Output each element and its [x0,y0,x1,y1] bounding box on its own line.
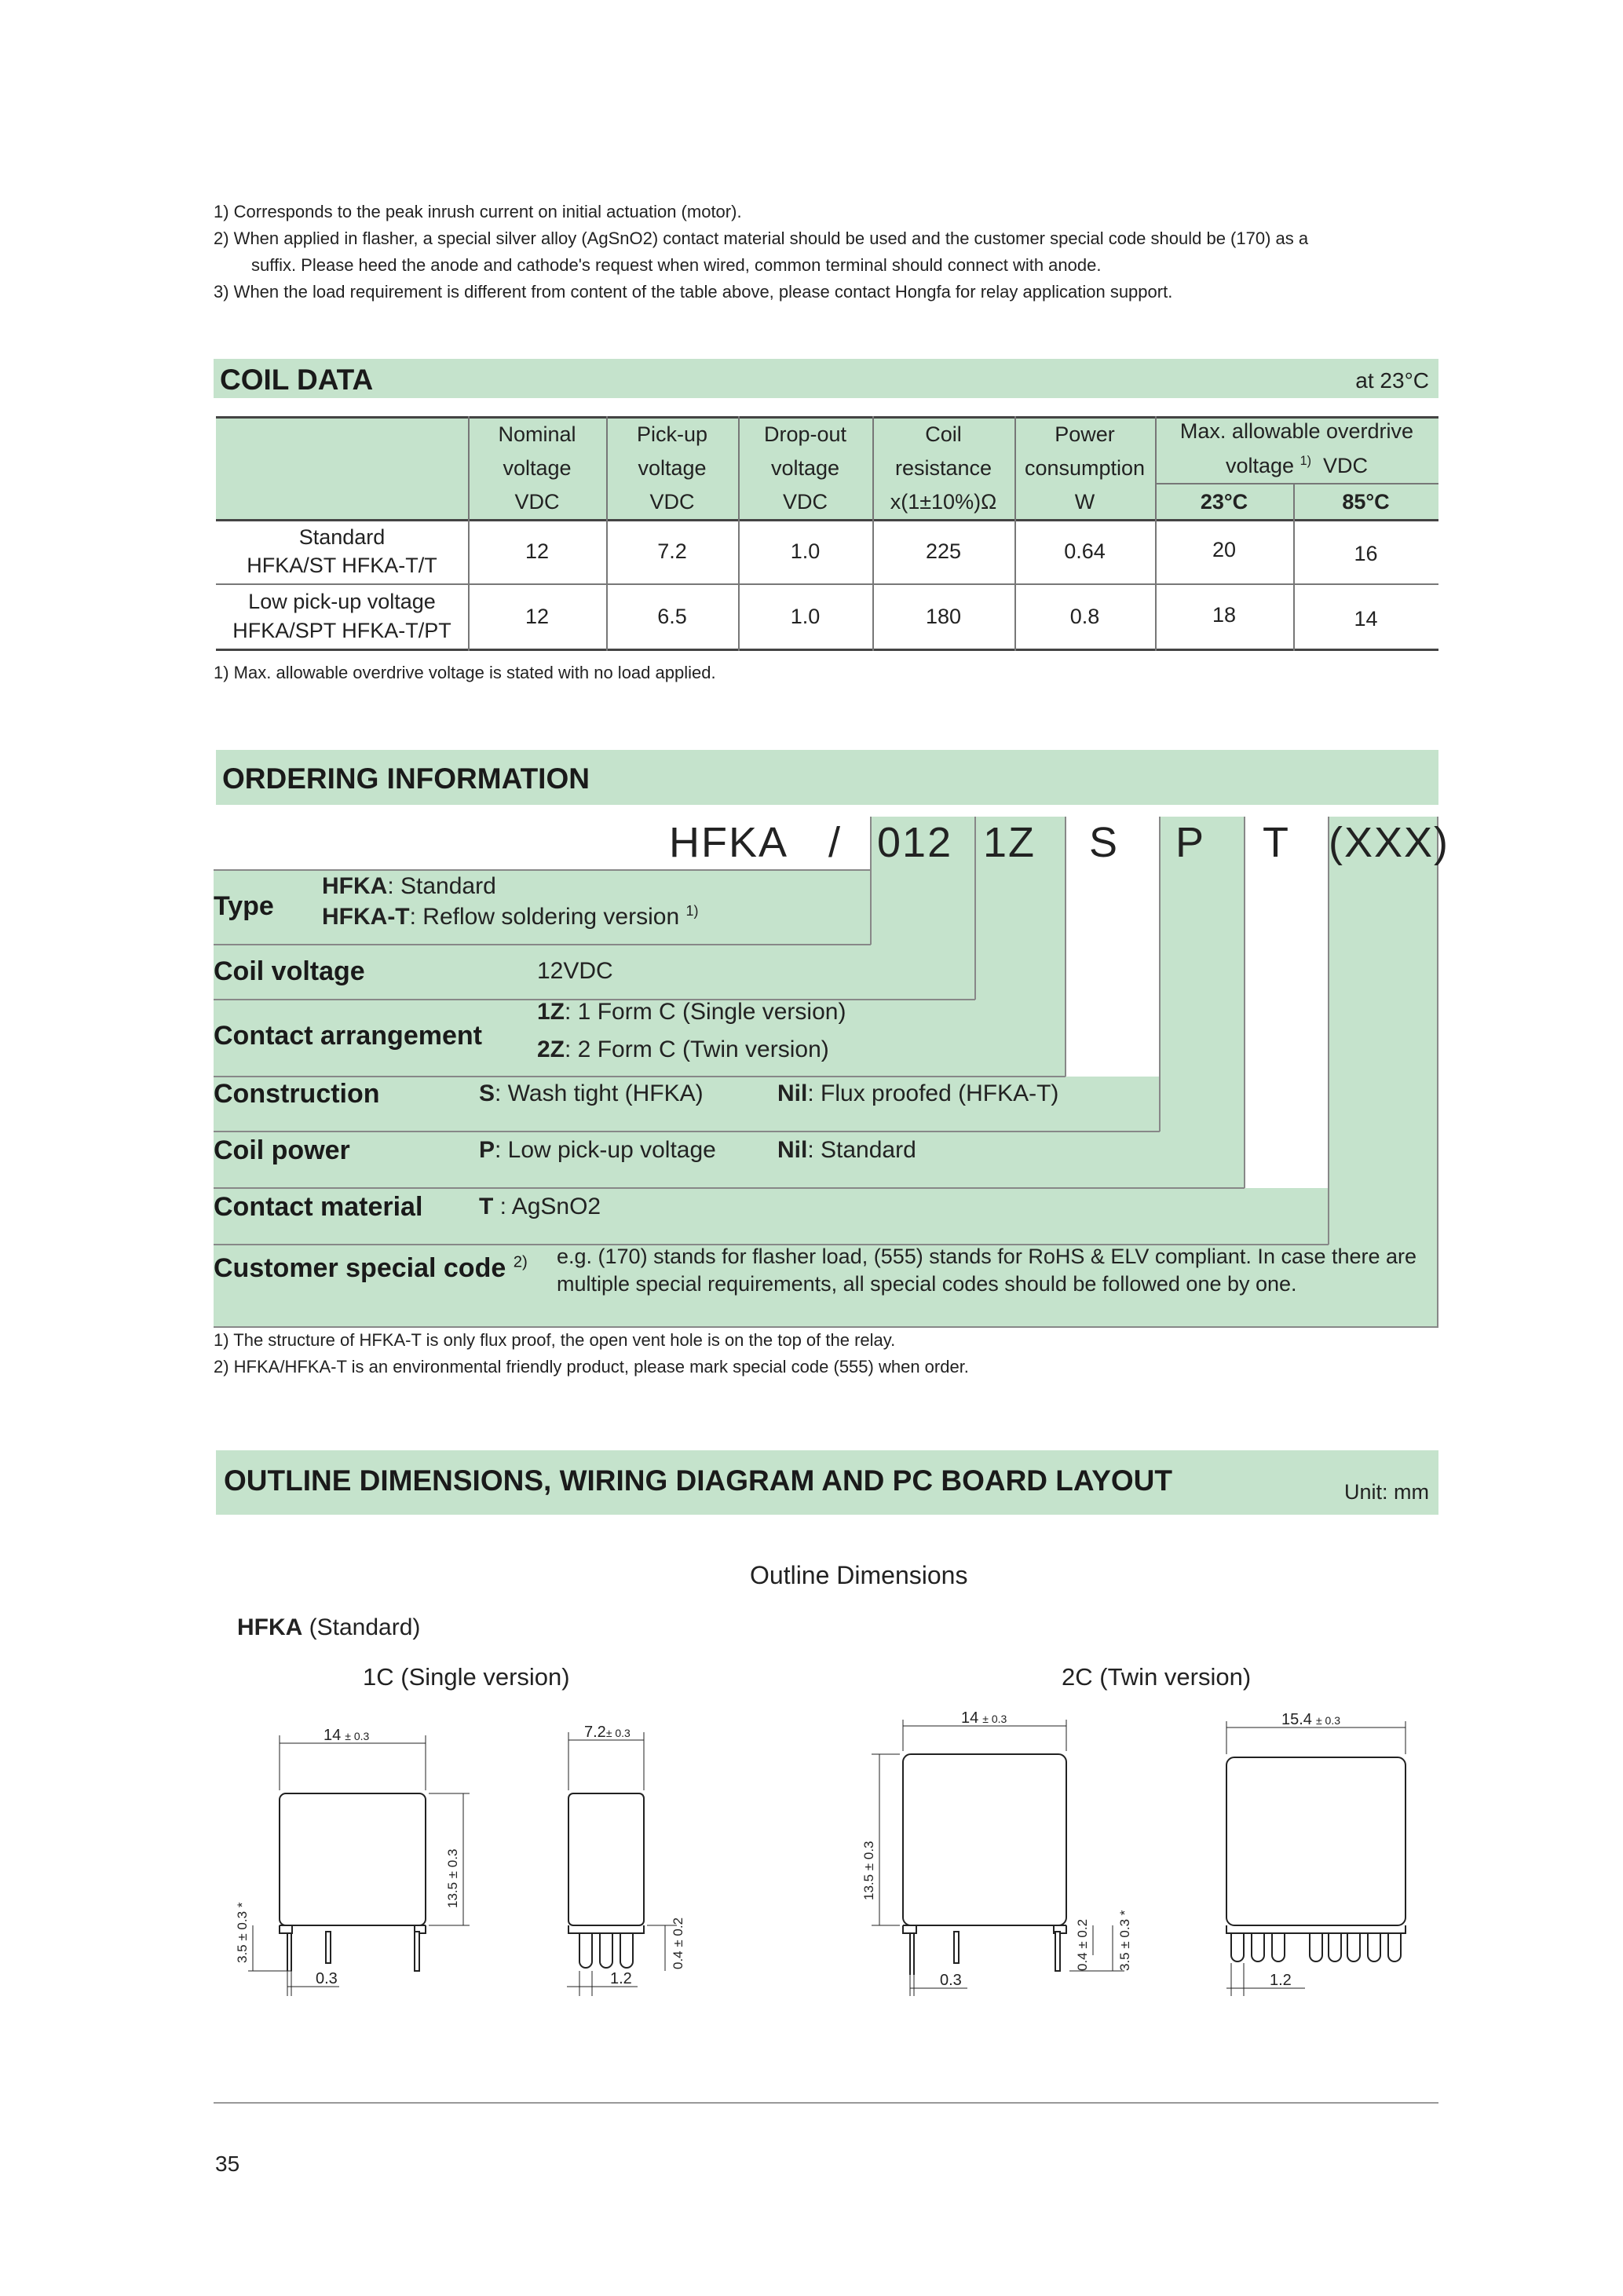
order-construction-1 [479,1080,704,1107]
row-lowpickup-pickup: 6.5 [657,605,687,628]
twin-side-pin-2 [1252,1933,1264,1961]
row-standard-pickup: 7.2 [657,539,687,563]
coil-table-bottom-line [216,649,1438,651]
order-power-label: Coil power [214,1135,350,1165]
order-coil-value: 12VDC [537,958,613,984]
order-construction-2 [777,1080,1058,1107]
order-material-label: Contact material [214,1192,423,1222]
single-side-base [568,1925,644,1933]
order-power-1 [479,1137,716,1164]
row-lowpickup-name-2: HFKA/SPT HFKA-T/PT [232,619,451,642]
note-2: 2) When applied in flasher, a special silver alloy (AgSnO2) contact material should be used and the customer special code should be (170) as a [214,229,1309,248]
hdr-pickup-1: Pick-up [636,422,708,446]
outline-single-label: 1C (Single version) [363,1663,570,1691]
dim-twin-width: 14 ± 0.3 [961,1709,1007,1727]
twin-side-pin-5 [1368,1933,1380,1961]
code-t: T [1263,819,1290,866]
order-power-1-text: : Low pick-up voltage [495,1137,716,1163]
order-contact-2 [537,1036,829,1063]
twin-side-pin-8 [1329,1933,1341,1961]
hdr-23c: 23°C [1200,490,1248,514]
twin-front-body [903,1754,1066,1925]
order-construction-s: S [479,1080,495,1106]
code-xxx: (XXX) [1329,819,1450,866]
twin-side-pin-7 [1310,1933,1322,1961]
single-side-pin-3 [620,1933,633,1968]
code-hfka: HFKA [669,819,789,866]
hdr-dropout [738,418,872,519]
order-line-power [214,1187,1245,1189]
single-side-view [567,1732,677,1996]
outline-subtitle: Outline Dimensions [750,1561,968,1589]
hdr-overdrive-sup: 1) [1299,454,1311,468]
order-type-line2 [322,903,699,930]
row-standard-power: 0.64 [1064,539,1106,563]
order-footnote-2: 2) HFKA/HFKA-T is an environmental friendly product, please mark special code (555) when order. [214,1357,969,1377]
coil-table-header-line [216,519,1438,521]
hdr-pickup-2: voltage [638,456,707,480]
twin-side-body [1226,1757,1406,1925]
order-construction-1-text: : Wash tight (HFKA) [495,1080,704,1106]
hdr-overdrive [1155,416,1438,481]
hdr-overdrive-1: Max. allowable overdrive [1179,419,1414,443]
order-col-special [1329,817,1438,1245]
single-front-view [248,1735,470,1996]
dim-twin-thick: 0.4 ± 0.2 [1075,1918,1090,1971]
hdr-dropout-1: Drop-out [763,422,847,446]
outline-twin-label: 2C (Twin version) [1062,1663,1252,1691]
twin-side-pin-1 [1231,1933,1244,1961]
hdr-power-1: Power [1055,422,1115,446]
row-standard-85c: 16 [1354,542,1378,565]
order-type-standard: : Standard [387,873,496,899]
row-standard-name-1: Standard [298,525,386,549]
order-type-label: Type [214,891,274,921]
footer-rule [214,2102,1438,2104]
row-lowpickup-23c: 18 [1212,603,1237,627]
order-v-1085 [1065,817,1066,1077]
coil-data-header-bar [214,359,1438,398]
order-contact-label: Contact arrangement [214,1021,482,1051]
code-1z: 1Z [983,819,1036,866]
dim-twin-side-pitch: 1.2 [1270,1972,1292,1989]
order-special-label-text: Customer special code [214,1253,506,1283]
order-material-t: T [479,1194,494,1219]
dim-single-thick: 0.4 ± 0.2 [671,1917,685,1969]
order-v-837 [870,817,872,945]
hdr-nominal-1: Nominal [498,422,576,446]
dim-single-pin: 3.5 ± 0.3 * [235,1902,250,1963]
order-material-value [479,1194,601,1220]
single-side-pin-2 [600,1933,612,1968]
outline-model [237,1614,420,1641]
order-type-hfkat: HFKA-T [322,904,410,930]
row-standard-nominal: 12 [525,539,550,563]
order-contact-1-text: : 1 Form C (Single version) [565,999,846,1025]
code-p: P [1175,819,1206,866]
order-power-p: P [479,1137,495,1163]
twin-side-pin-4 [1347,1933,1360,1961]
outline-drawings [214,1704,1438,2034]
code-slash: / [828,819,843,866]
row-standard-23c: 20 [1212,538,1237,561]
row-lowpickup-name-1: Low pick-up voltage [248,590,436,613]
note-3: 3) When the load requirement is different from content of the table above, please contact Hongfa for relay application support. [214,282,1173,302]
order-top-line [214,869,871,871]
order-power-nil: Nil [777,1137,808,1163]
ordering-diagram [214,817,1450,1335]
hdr-resistance-1: Coil [925,422,962,446]
hdr-overdrive-unit: VDC [1323,454,1369,477]
hdr-pickup-3: VDC [649,490,695,514]
hdr-pickup [606,418,738,519]
order-construction-label: Construction [214,1079,380,1109]
order-special-2: multiple special requirements, all special codes should be followed one by one. [557,1272,1297,1296]
row-lowpickup-nominal: 12 [525,605,550,628]
hdr-power [1014,418,1155,519]
code-012: 012 [877,819,953,866]
order-type-sup: 1) [685,903,699,919]
order-v-1205 [1159,817,1161,1132]
twin-side-view [1226,1721,1406,1996]
outline-model-standard: (Standard) [302,1614,421,1640]
hdr-overdrive-voltage: voltage [1225,454,1295,477]
order-contact-1z: 1Z [537,999,565,1025]
hdr-nominal-2: voltage [503,456,572,480]
order-coil-label: Coil voltage [214,956,365,986]
coil-footnote: 1) Max. allowable overdrive voltage is stated with no load applied. [214,663,716,682]
dim-single-side-width: 7.2± 0.3 [584,1724,631,1741]
order-power-2 [777,1137,916,1164]
dim-twin-pin: 3.5 ± 0.3 * [1117,1910,1132,1971]
order-line-type [214,944,871,945]
outline-header-bar [216,1450,1438,1515]
note-1: 1) Corresponds to the peak inrush current on initial actuation (motor). [214,202,742,221]
hdr-nominal-3: VDC [514,490,560,514]
order-type-reflow: : Reflow soldering version [409,904,680,930]
order-v-970 [974,817,976,1000]
dim-single-height: 13.5 ± 0.3 [445,1848,460,1908]
hdr-85c: 85°C [1342,490,1390,514]
outline-model-hfka: HFKA [237,1614,303,1640]
dim-single-pitch: 0.3 [316,1970,338,1987]
single-side-body [568,1793,644,1925]
row-lowpickup-85c: 14 [1354,607,1378,631]
order-line-construction [214,1131,1160,1132]
order-v-1313 [1244,817,1245,1188]
row-standard-name-2: HFKA/ST HFKA-T/T [247,554,437,577]
single-front-pin-2 [326,1932,331,1963]
dim-twin-height: 13.5 ± 0.3 [861,1841,876,1900]
dim-twin-side-width: 15.4 ± 0.3 [1281,1711,1340,1728]
order-v-1558 [1437,817,1438,1327]
dim-single-side-pitch: 1.2 [610,1970,632,1987]
ordering-header-bar [216,750,1438,805]
hdr-nominal [468,418,606,519]
order-block-power [214,1132,1245,1188]
single-front-foot-left [280,1925,292,1933]
ordering-title: ORDERING INFORMATION [222,762,590,795]
order-contact-2z: 2Z [537,1036,565,1062]
row-standard-resistance: 225 [925,539,962,563]
order-type-line1 [322,873,496,900]
hdr-dropout-2: voltage [770,456,840,480]
order-special-label [214,1253,528,1284]
hdr-resistance-3: x(1±10%)Ω [890,490,997,514]
hdr-power-2: consumption [1024,456,1146,480]
twin-side-pin-6 [1388,1933,1401,1961]
hdr-resistance-2: resistance [894,456,992,480]
overdrive-sub-line [1155,483,1438,484]
single-front-body [280,1793,426,1925]
order-material-text: : AgSnO2 [493,1194,601,1219]
twin-side-base [1226,1925,1406,1933]
twin-front-pin-3 [1055,1932,1060,1971]
order-footnote-1: 1) The structure of HFKA-T is only flux proof, the open vent hole is on the top of the relay. [214,1330,896,1350]
coil-table [216,416,1438,652]
code-s: S [1089,819,1120,866]
row-lowpickup-power: 0.8 [1069,605,1100,628]
row-standard-dropout: 1.0 [790,539,821,563]
hdr-power-3: W [1074,490,1095,514]
note-2-cont: suffix. Please heed the anode and cathode's request when wired, common terminal should connect with anode. [251,255,1102,275]
coil-table-row-line [216,583,1438,585]
single-front-pin-3 [415,1932,419,1971]
order-type-hfka: HFKA [322,873,388,899]
row-lowpickup-dropout: 1.0 [790,605,821,628]
order-power-2-text: : Standard [807,1137,916,1163]
hdr-dropout-3: VDC [782,490,828,514]
row-lowpickup-name [216,587,468,645]
order-contact-2-text: : 2 Form C (Twin version) [565,1036,829,1062]
order-line-contact [214,1076,1066,1077]
outline-title: OUTLINE DIMENSIONS, WIRING DIAGRAM AND PC BOARD LAYOUT [224,1464,1172,1497]
twin-side-pin-3 [1272,1933,1285,1961]
order-special-sup: 2) [513,1253,528,1271]
outline-unit: Unit: mm [1344,1480,1429,1504]
single-side-pin-1 [579,1933,592,1968]
hdr-resistance [872,418,1014,519]
twin-front-foot-left [903,1925,916,1933]
coil-data-title: COIL DATA [220,364,374,396]
order-special-1: e.g. (170) stands for flasher load, (555) stands for RoHS & ELV compliant. In case there are [557,1245,1417,1268]
order-construction-nil: Nil [777,1080,808,1106]
row-lowpickup-resistance: 180 [925,605,962,628]
coil-temp-note: at 23°C [1355,368,1429,393]
dim-twin-pitch: 0.3 [940,1972,962,1989]
order-contact-1 [537,999,846,1026]
twin-front-pin-2 [954,1932,959,1963]
row-standard-name [216,523,468,579]
dim-single-width: 14 ± 0.3 [324,1727,370,1744]
page-number: 35 [215,2152,240,2176]
order-construction-2-text: : Flux proofed (HFKA-T) [807,1080,1059,1106]
hdr-overdrive-2 [1155,446,1438,481]
order-v-1420 [1328,817,1329,1245]
